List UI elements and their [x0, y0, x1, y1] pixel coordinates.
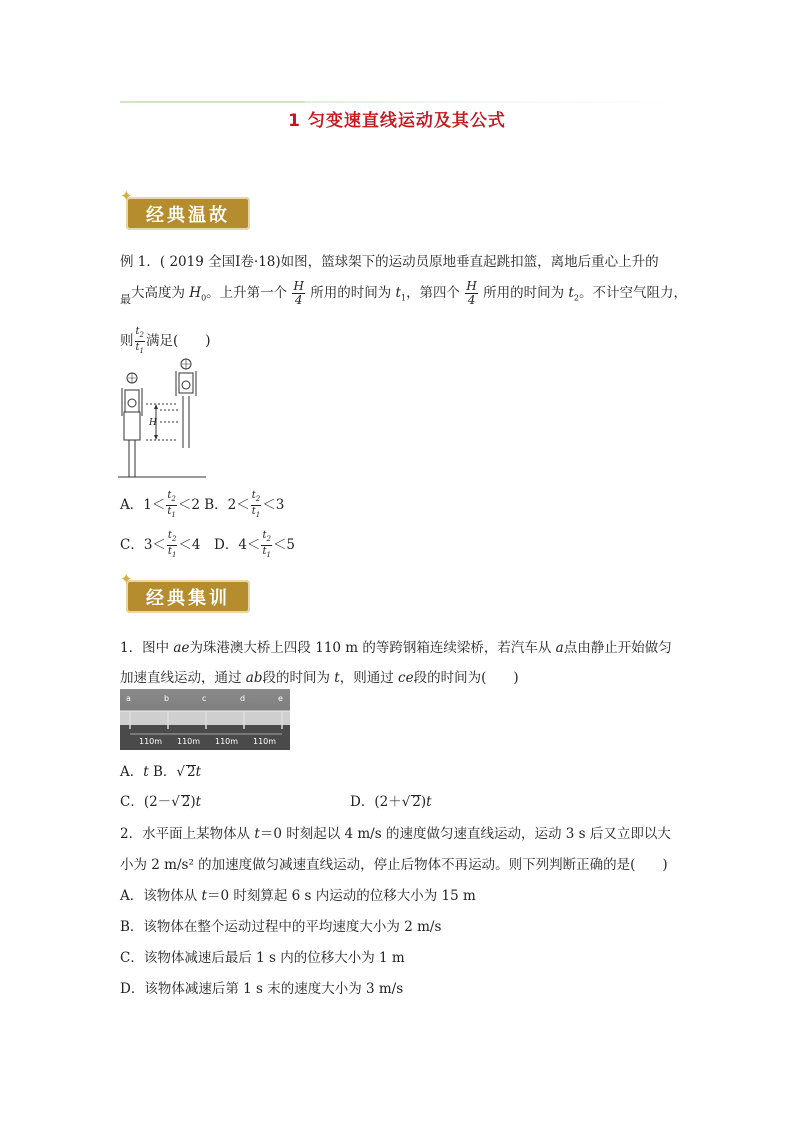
example1-options-cd: C．3＜ $\frac{t_2}{t_1}$ ＜4 D．4＜ $\frac{t_2}{t_1}$ ＜5 — [120, 530, 296, 559]
bridge-span-4: 110m — [253, 737, 277, 746]
page-title: 1 匀变速直线运动及其公式 — [288, 111, 506, 131]
star-icon: ✦ — [120, 187, 133, 205]
example1-line3: 则 $\frac{t_2}{t_1}$ 满足( ) — [120, 326, 211, 355]
badge-label: 经典集训 — [146, 587, 230, 609]
bridge-point-a: a — [126, 694, 131, 703]
bridge-span-2: 110m — [177, 737, 201, 746]
q2-option-d: D．该物体减速后第 1 s 末的速度大小为 3 m/s — [120, 981, 404, 997]
section-badge-review — [120, 187, 250, 230]
q2-line2: 小为 2 m/s² 的加速度做匀减速直线运动，停止后物体不再运动。则下列判断正确的是( ) — [120, 857, 668, 873]
bridge-point-d: d — [240, 694, 246, 703]
badge-label: 经典温故 — [146, 204, 230, 226]
q1-option-c: C．(2－√ 2)t — [120, 794, 202, 810]
section-badge-practice — [120, 570, 250, 613]
example1-line2: $_最$大高度为 $H_0$。上升第一个 $\frac{H}{4}$ 所用的时间为 $t_1$，第四个 $\frac{H}{4}$ 所用的时间为 $t_2$。不计空气阻力， — [120, 279, 687, 307]
height-label: H — [149, 418, 157, 428]
q2-option-a: A．该物体从 t＝0 时刻算起 6 s 内运动的位移大小为 15 m — [120, 888, 476, 904]
bridge-point-e: e — [278, 694, 283, 703]
star-icon: ✦ — [120, 570, 133, 588]
basketball-figure — [118, 358, 210, 480]
q1-line2: 加速直线运动，通过 ab段的时间为 t，则通过 ce段的时间为( ) — [120, 670, 519, 686]
q2-option-c: C．该物体减速后最后 1 s 内的位移大小为 1 m — [120, 950, 405, 966]
header-rule — [120, 101, 675, 103]
q2-option-b: B．该物体在整个运动过程中的平均速度大小为 2 m/s — [120, 919, 442, 935]
bridge-span-3: 110m — [215, 737, 239, 746]
example1-line1: 例 1．( 2019 全国Ⅰ卷·18)如图，篮球架下的运动员原地垂直起跳扣篮，离地后重心上升的 — [120, 254, 659, 270]
bridge-photo — [120, 689, 290, 750]
q1-options-ab: A．t B．√ 2t — [120, 764, 202, 780]
q1-option-d: D．(2＋√ 2)t — [350, 794, 432, 810]
q1-line1: 1．图中 ae为珠港澳大桥上四段 110 m 的等跨钢箱连续梁桥，若汽车从 a点由静止开始做匀 — [120, 640, 672, 656]
q2-line1: 2．水平面上某物体从 t＝0 时刻起以 4 m/s 的速度做匀速直线运动，运动 3 s 后又立即以大 — [120, 826, 671, 842]
bridge-point-b: b — [164, 694, 170, 703]
example1-options-ab: A．1＜ $\frac{t_2}{t_1}$ ＜2 B．2＜ $\frac{t_2}{t_1}$ ＜3 — [120, 490, 285, 519]
bridge-span-1: 110m — [139, 737, 163, 746]
bridge-point-c: c — [202, 694, 207, 703]
